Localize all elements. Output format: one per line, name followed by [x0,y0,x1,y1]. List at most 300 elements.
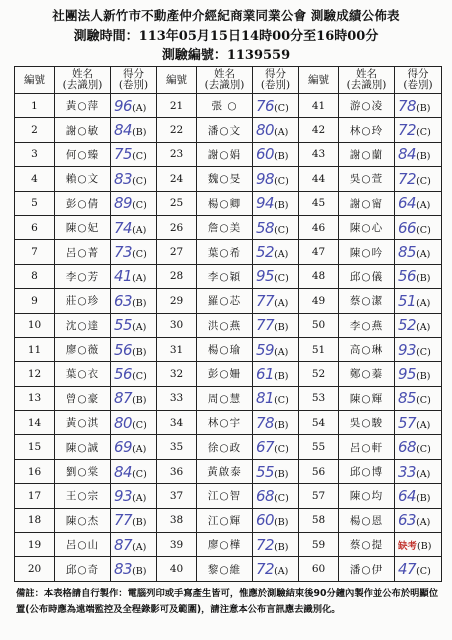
score-value: 33 [398,462,417,481]
row-number: 11 [15,337,55,361]
score-value: 52 [256,243,275,262]
paper-version: (C) [274,273,289,285]
org-title: 社團法人新竹市不動產仲介經紀商業同業公會 測驗成績公佈表 [52,8,400,23]
row-number: 45 [299,191,339,215]
paper-version: (A) [416,200,431,212]
paper-version: (B) [416,273,431,285]
row-number: 5 [15,191,55,215]
candidate-name: 潘○伊 [339,557,395,581]
col-no-header: 編號 [299,67,339,94]
row-number: 2 [15,118,55,142]
row-number: 41 [299,94,339,118]
row-number: 59 [299,533,339,557]
table-header [15,67,442,94]
col-name-header: 姓名 (去識別) [55,67,111,94]
score-value: 60 [256,511,275,530]
table-row [15,533,442,557]
score-cell [253,362,299,386]
paper-version: (A) [132,541,147,553]
score-cell [253,289,299,313]
candidate-name: 謝○甯 [339,191,395,215]
row-number: 51 [299,337,339,361]
score-cell [395,557,442,581]
score-cell [253,459,299,483]
row-number: 25 [157,191,197,215]
score-value: 52 [398,316,417,335]
paper-version: (C) [274,395,289,407]
row-number: 34 [157,411,197,435]
score-cell [395,289,442,313]
row-number: 19 [15,533,55,557]
score-value: 80 [114,413,133,432]
score-value: 66 [398,218,417,237]
candidate-name: 呂○菁 [55,240,111,264]
table-row [15,508,442,532]
row-number: 49 [299,289,339,313]
paper-version: (B) [132,346,147,358]
score-value: 56 [398,267,417,286]
score-cell [395,118,442,142]
score-cell [111,240,157,264]
candidate-name: 黎○維 [197,557,253,581]
score-cell [253,191,299,215]
score-value: 72 [398,121,417,140]
col-no-header: 編號 [15,67,55,94]
paper-version: (C) [274,102,289,114]
row-number: 20 [15,557,55,581]
row-number: 46 [299,215,339,239]
row-number: 58 [299,508,339,532]
candidate-name: 陳○妃 [55,215,111,239]
score-cell [395,459,442,483]
row-number: 6 [15,215,55,239]
col-name-header: 姓名 (去識別) [339,67,395,94]
paper-version: (B) [132,566,147,578]
row-number: 47 [299,240,339,264]
score-value: 84 [114,462,133,481]
score-value: 63 [114,291,133,310]
candidate-name: 徐○政 [197,435,253,459]
score-cell [111,557,157,581]
table-row [15,435,442,459]
score-cell [111,167,157,191]
candidate-name: 廖○薇 [55,337,111,361]
row-number: 21 [157,94,197,118]
candidate-name: 邱○博 [339,459,395,483]
footnote: 備註：本表格請自行製作：電腦列印或手寫產生皆可，惟應於測驗結束後90分鐘內製作並公布於明顯位置(公布時應為遠端監控及全程錄影可及範圍)，請注意本公布言訊應去識別化。 [16,588,439,615]
score-value: 83 [114,169,133,188]
table-row [15,240,442,264]
score-value: 85 [398,243,417,262]
score-value: 63 [398,511,417,530]
candidate-name: 陳○杰 [55,508,111,532]
paper-version: (C) [132,370,147,382]
table-row [15,118,442,142]
score-value: 80 [256,121,275,140]
score-value: 73 [114,243,133,262]
paper-version: (B) [132,395,147,407]
paper-version: (C) [274,175,289,187]
row-number: 44 [299,167,339,191]
score-cell [395,264,442,288]
paper-version: (B) [274,541,289,553]
score-cell [395,240,442,264]
candidate-name: 呂○山 [55,533,111,557]
score-cell [253,435,299,459]
candidate-name: 何○臻 [55,142,111,166]
candidate-name: 賴○文 [55,167,111,191]
score-value: 77 [256,291,275,310]
score-cell [253,533,299,557]
score-cell [111,435,157,459]
score-value: 51 [398,291,417,310]
score-value: 64 [398,486,417,505]
paper-version: (A) [132,444,147,456]
score-cell [111,484,157,508]
score-cell [111,362,157,386]
score-cell [111,411,157,435]
score-value: 95 [398,364,417,383]
candidate-name: 游○凌 [339,94,395,118]
paper-version: (B) [274,370,289,382]
paper-version: (C) [274,224,289,236]
table-row [15,313,442,337]
candidate-name: 謝○娟 [197,142,253,166]
score-value: 58 [256,218,275,237]
row-number: 31 [157,337,197,361]
row-number: 42 [299,118,339,142]
paper-version: (B) [416,151,431,163]
row-number: 16 [15,459,55,483]
row-number: 40 [157,557,197,581]
paper-version: (B) [416,102,431,114]
score-cell [111,94,157,118]
table-row [15,142,442,166]
paper-version: (A) [132,273,147,285]
col-no-header: 編號 [157,67,197,94]
row-number: 13 [15,386,55,410]
score-cell [111,215,157,239]
score-cell [395,508,442,532]
row-number: 24 [157,167,197,191]
score-cell [253,240,299,264]
candidate-name: 李○穎 [197,264,253,288]
score-cell [253,142,299,166]
paper-version: (A) [274,249,289,261]
score-value: 93 [398,340,417,359]
paper-version: (C) [416,444,431,456]
score-value: 67 [256,438,275,457]
row-number: 23 [157,142,197,166]
paper-version: (C) [132,249,147,261]
score-cell [395,94,442,118]
paper-version: (A) [274,127,289,139]
score-value: 75 [114,145,133,164]
score-table [14,66,442,582]
paper-version: (C) [132,175,147,187]
paper-version: (B) [274,151,289,163]
score-cell [395,484,442,508]
paper-version: (A) [416,249,431,261]
score-value: 96 [114,96,133,115]
score-value: 69 [114,438,133,457]
row-number: 28 [157,264,197,288]
col-score-header: 得分 (卷別) [111,67,157,94]
candidate-name: 羅○芯 [197,289,253,313]
candidate-name: 陳○均 [339,484,395,508]
paper-version: (A) [274,346,289,358]
score-cell [253,118,299,142]
score-value: 64 [398,194,417,213]
row-number: 15 [15,435,55,459]
paper-version: (A) [274,566,289,578]
row-number: 35 [157,435,197,459]
candidate-name: 廖○樺 [197,533,253,557]
table-row [15,337,442,361]
paper-version: (C) [132,419,147,431]
candidate-name: 陳○輝 [339,386,395,410]
score-value: 59 [256,340,275,359]
score-value: 77 [256,316,275,335]
score-value: 55 [256,462,275,481]
candidate-name: 李○芳 [55,264,111,288]
col-name-header: 姓名 (去識別) [197,67,253,94]
row-number: 56 [299,459,339,483]
row-number: 43 [299,142,339,166]
score-cell [111,191,157,215]
score-cell [395,533,442,557]
candidate-name: 周○慧 [197,386,253,410]
score-cell [111,533,157,557]
table-row [15,191,442,215]
score-value: 93 [114,486,133,505]
score-value: 87 [114,535,133,554]
row-number: 60 [299,557,339,581]
score-value: 78 [256,413,275,432]
paper-version: (B) [274,468,289,480]
paper-version: (B) [274,322,289,334]
paper-version: (A) [416,419,431,431]
score-value: 76 [256,96,275,115]
candidate-name: 邱○奇 [55,557,111,581]
score-value: 61 [256,364,275,383]
candidate-name: 陳○誠 [55,435,111,459]
score-cell [395,142,442,166]
score-cell [111,459,157,483]
exam-code: 測驗編號：1139559 [161,48,291,63]
row-number: 10 [15,313,55,337]
paper-version: (A) [416,297,431,309]
candidate-name: 黃○萍 [55,94,111,118]
candidate-name: 王○宗 [55,484,111,508]
table-row [15,386,442,410]
candidate-name: 邱○儀 [339,264,395,288]
score-cell [395,411,442,435]
candidate-name: 葉○希 [197,240,253,264]
table-row [15,264,442,288]
table-row [15,459,442,483]
score-cell [111,142,157,166]
table-row [15,289,442,313]
score-cell [111,289,157,313]
score-cell [111,264,157,288]
candidate-name: 鄭○蓁 [339,362,395,386]
paper-version: (C) [132,151,147,163]
score-value: 72 [256,535,275,554]
row-number: 12 [15,362,55,386]
score-cell [253,264,299,288]
score-cell [395,215,442,239]
candidate-name: 蔡○提 [339,533,395,557]
score-value: 84 [398,145,417,164]
candidate-name: 陳○吟 [339,240,395,264]
candidate-name: 蔡○潔 [339,289,395,313]
candidate-name: 謝○蘭 [339,142,395,166]
score-value: 56 [114,364,133,383]
candidate-name: 莊○珍 [55,289,111,313]
table-row [15,94,442,118]
score-value: 68 [398,438,417,457]
paper-version: (A) [416,468,431,480]
score-value: 55 [114,316,133,335]
table-row [15,557,442,581]
paper-version: (C) [274,492,289,504]
score-value: 41 [114,267,133,286]
row-number: 52 [299,362,339,386]
score-cell [111,118,157,142]
paper-version: (A) [416,322,431,334]
paper-version: (A) [132,102,147,114]
score-value: 74 [114,218,133,237]
row-number: 53 [299,386,339,410]
score-value: 84 [114,121,133,140]
paper-version: (B) [132,127,147,139]
row-number: 48 [299,264,339,288]
candidate-name: 謝○敏 [55,118,111,142]
row-number: 36 [157,459,197,483]
candidate-name: 彭○姍 [197,362,253,386]
candidate-name: 呂○軒 [339,435,395,459]
paper-version: (C) [132,200,147,212]
row-number: 3 [15,142,55,166]
paper-version: (A) [416,517,431,529]
row-number: 22 [157,118,197,142]
candidate-name: 高○琳 [339,337,395,361]
paper-version: (B) [416,370,431,382]
candidate-name: 楊○卿 [197,191,253,215]
candidate-name: 楊○恩 [339,508,395,532]
score-value: 83 [114,560,133,579]
paper-version: (C) [274,444,289,456]
table-row [15,215,442,239]
paper-version: (B) [274,419,289,431]
paper-version: (C) [416,127,431,139]
candidate-name: 劉○棠 [55,459,111,483]
candidate-name: 魏○旻 [197,167,253,191]
score-cell [395,362,442,386]
paper-version: (B) [417,540,432,552]
row-number: 4 [15,167,55,191]
score-cell [111,508,157,532]
paper-version: (C) [416,175,431,187]
candidate-name: 楊○瑜 [197,337,253,361]
score-cell [253,484,299,508]
score-value: 98 [256,169,275,188]
candidate-name: 林○宇 [197,411,253,435]
score-cell [395,435,442,459]
candidate-name: 江○輝 [197,508,253,532]
score-value: 81 [256,389,275,408]
score-value: 87 [114,389,133,408]
row-number: 30 [157,313,197,337]
score-cell [395,167,442,191]
score-cell [253,386,299,410]
row-number: 57 [299,484,339,508]
score-cell [253,313,299,337]
paper-version: (B) [416,492,431,504]
score-value: 78 [398,96,417,115]
score-cell [253,557,299,581]
row-number: 33 [157,386,197,410]
exam-time: 測驗時間：113年05月15日14時00分至16時00分 [73,29,379,44]
score-cell [395,191,442,215]
score-cell [253,411,299,435]
candidate-name: 黃○淇 [55,411,111,435]
row-number: 26 [157,215,197,239]
row-number: 1 [15,94,55,118]
score-cell [253,167,299,191]
score-value: 77 [114,511,133,530]
paper-version: (A) [132,322,147,334]
score-value: 72 [398,169,417,188]
score-cell [395,313,442,337]
paper-version: (C) [416,566,431,578]
row-number: 54 [299,411,339,435]
score-cell [111,337,157,361]
row-number: 14 [15,411,55,435]
paper-version: (B) [274,517,289,529]
score-value: 94 [256,194,275,213]
row-number: 27 [157,240,197,264]
candidate-name: 詹○美 [197,215,253,239]
candidate-name: 曾○豪 [55,386,111,410]
score-cell [253,94,299,118]
paper-version: (A) [132,492,147,504]
candidate-name: 洪○燕 [197,313,253,337]
paper-version: (A) [132,224,147,236]
paper-version: (C) [132,468,147,480]
col-score-header: 得分 (卷別) [253,67,299,94]
row-number: 39 [157,533,197,557]
score-cell [395,386,442,410]
score-value: 85 [398,389,417,408]
score-cell [395,337,442,361]
candidate-name: 吳○萱 [339,167,395,191]
candidate-name: 吳○駿 [339,411,395,435]
paper-version: (B) [132,297,147,309]
row-number: 55 [299,435,339,459]
score-cell [253,337,299,361]
score-value: 56 [114,340,133,359]
score-cell [253,508,299,532]
candidate-name: 江○智 [197,484,253,508]
paper-version: (C) [416,395,431,407]
row-number: 17 [15,484,55,508]
row-number: 38 [157,508,197,532]
score-value: 72 [256,560,275,579]
row-number: 50 [299,313,339,337]
candidate-name: 林○玲 [339,118,395,142]
